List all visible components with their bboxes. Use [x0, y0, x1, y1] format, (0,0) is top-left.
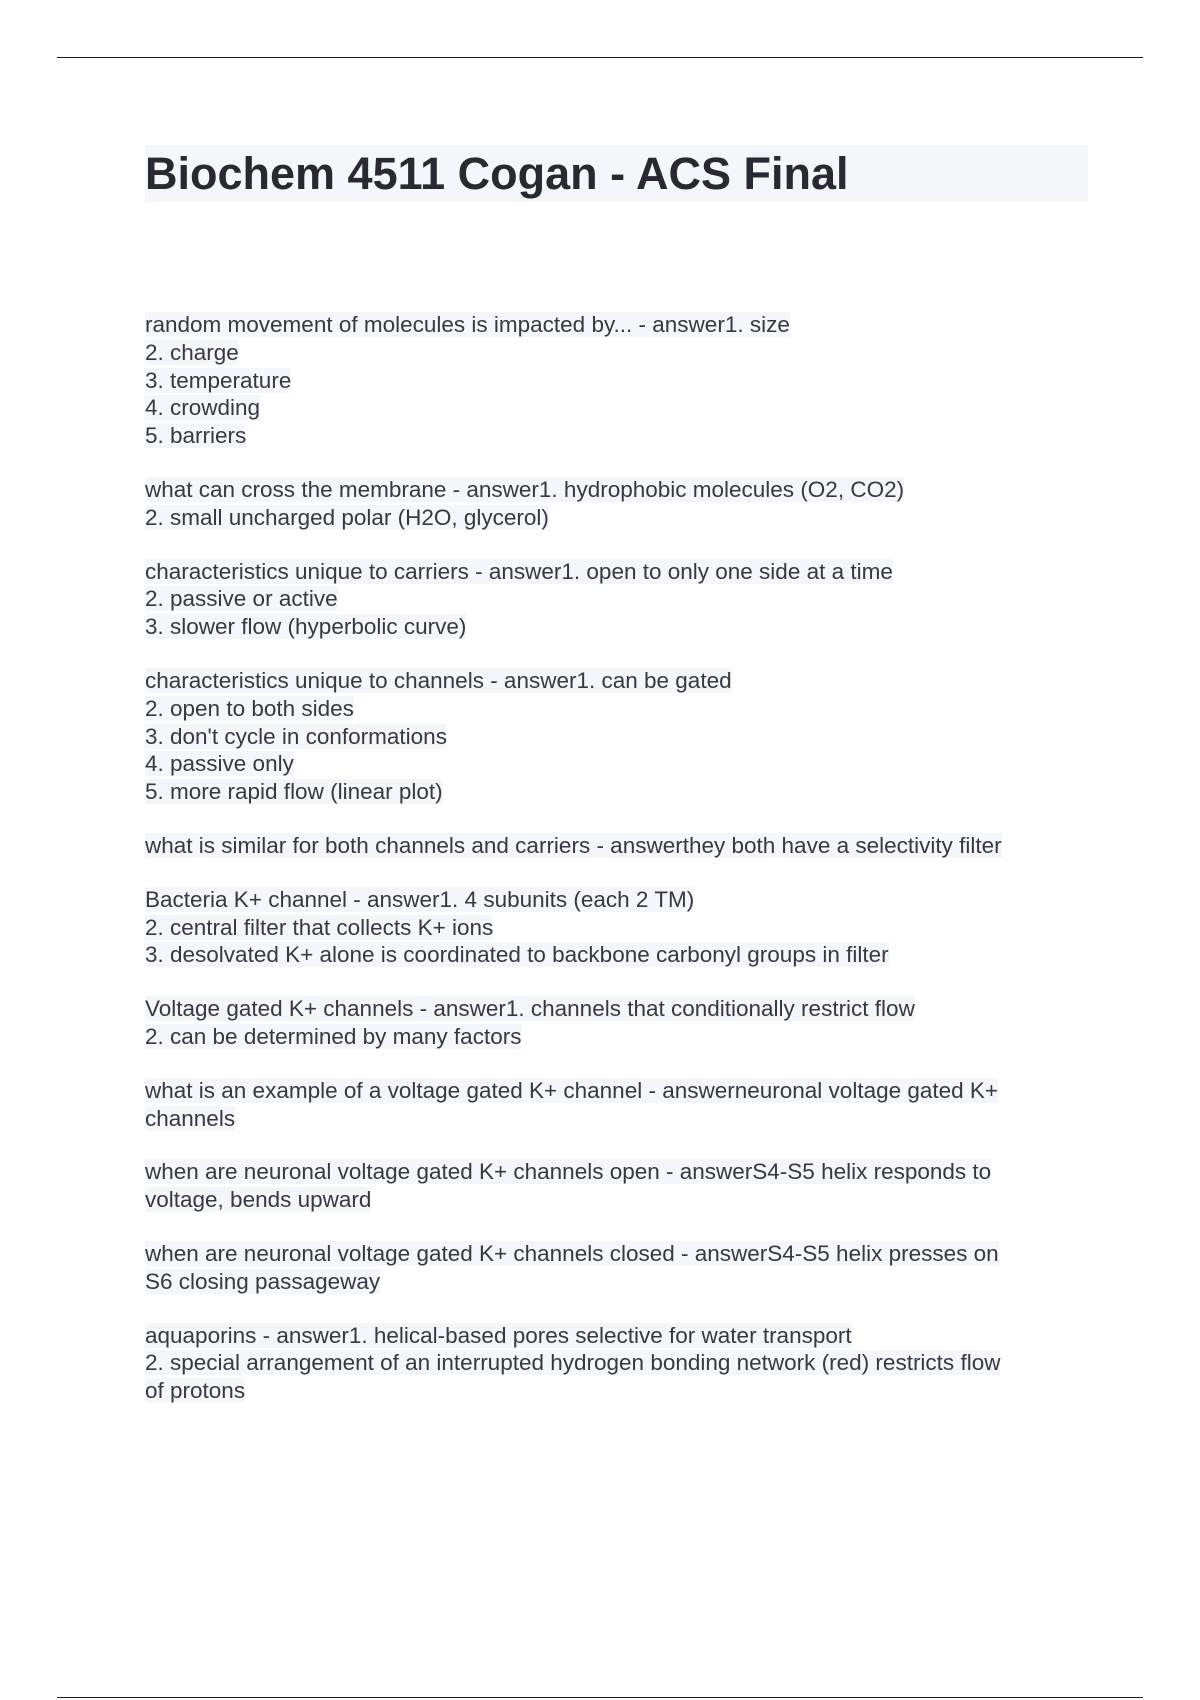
entry-text: what can cross the membrane - answer1. hydrophobic molecules (O2, CO2)	[145, 476, 905, 502]
entry-line	[145, 558, 1088, 586]
entry-line	[145, 914, 1088, 942]
qa-entry	[145, 311, 1088, 450]
qa-entry	[145, 476, 1088, 532]
entry-line	[145, 750, 1088, 778]
entry-text: S6 closing passageway	[145, 1268, 381, 1294]
entry-line	[145, 886, 1088, 914]
entry-text: 5. barriers	[145, 423, 247, 449]
entry-line	[145, 1186, 1088, 1214]
entry-text: 2. special arrangement of an interrupted hydrogen bonding network (red) restricts flow	[145, 1350, 1001, 1376]
entry-text: 2. small uncharged polar (H2O, glycerol)	[145, 504, 549, 530]
entry-line	[145, 1349, 1088, 1377]
entry-text: 2. central filter that collects K+ ions	[145, 914, 494, 940]
entry-line	[145, 995, 1088, 1023]
entry-line	[145, 394, 1088, 422]
entry-line	[145, 1158, 1088, 1186]
entry-text: Voltage gated K+ channels - answer1. channels that conditionally restrict flow	[145, 996, 915, 1022]
entry-line	[145, 723, 1088, 751]
qa-entry	[145, 995, 1088, 1051]
entry-text: 4. passive only	[145, 751, 294, 777]
entry-line	[145, 504, 1088, 532]
entry-line	[145, 422, 1088, 450]
entry-text: 3. desolvated K+ alone is coordinated to backbone carbonyl groups in filter	[145, 942, 889, 968]
qa-entry	[145, 1322, 1088, 1405]
entry-line	[145, 1023, 1088, 1051]
title-block	[145, 145, 1088, 202]
entry-line	[145, 1322, 1088, 1350]
page-title: Biochem 4511 Cogan - ACS Final	[145, 148, 849, 199]
entry-line	[145, 339, 1088, 367]
entry-line	[145, 311, 1088, 339]
entry-text: 5. more rapid flow (linear plot)	[145, 779, 443, 805]
top-rule	[57, 57, 1143, 58]
bottom-rule	[57, 1697, 1143, 1698]
entry-text: 3. slower flow (hyperbolic curve)	[145, 614, 467, 640]
flashcard-list	[145, 311, 1088, 1431]
entry-text: 4. crowding	[145, 395, 261, 421]
entry-text: 2. charge	[145, 339, 239, 365]
qa-entry	[145, 558, 1088, 641]
entry-text: what is an example of a voltage gated K+ channel - answerneuronal voltage gated K+	[145, 1077, 999, 1103]
entry-text: 2. passive or active	[145, 586, 338, 612]
entry-line	[145, 1268, 1088, 1296]
qa-entry	[145, 667, 1088, 806]
entry-text: characteristics unique to channels - answer1. can be gated	[145, 667, 732, 693]
qa-entry	[145, 886, 1088, 969]
entry-text: 2. open to both sides	[145, 695, 354, 721]
entry-line	[145, 667, 1088, 695]
entry-line	[145, 1377, 1088, 1405]
qa-entry	[145, 832, 1088, 860]
entry-line	[145, 1105, 1088, 1133]
qa-entry	[145, 1240, 1088, 1296]
entry-line	[145, 1240, 1088, 1268]
entry-text: Bacteria K+ channel - answer1. 4 subunits (each 2 TM)	[145, 886, 695, 912]
entry-text: when are neuronal voltage gated K+ channels closed - answerS4-S5 helix presses on	[145, 1240, 999, 1266]
entry-text: characteristics unique to carriers - answer1. open to only one side at a time	[145, 558, 893, 584]
entry-text: random movement of molecules is impacted by... - answer1. size	[145, 312, 790, 337]
qa-entry	[145, 1077, 1088, 1133]
entry-line	[145, 695, 1088, 723]
entry-text: voltage, bends upward	[145, 1187, 372, 1213]
entry-text: 3. don't cycle in conformations	[145, 723, 447, 749]
entry-line	[145, 367, 1088, 395]
entry-text: when are neuronal voltage gated K+ channels open - answerS4-S5 helix responds to	[145, 1159, 992, 1185]
entry-text: what is similar for both channels and carriers - answerthey both have a selectivity filter	[145, 832, 1002, 858]
entry-text: 2. can be determined by many factors	[145, 1023, 522, 1049]
entry-text: channels	[145, 1105, 236, 1131]
entry-line	[145, 476, 1088, 504]
entry-line	[145, 941, 1088, 969]
entry-line	[145, 778, 1088, 806]
entry-line	[145, 832, 1088, 860]
entry-text: 3. temperature	[145, 367, 292, 393]
entry-line	[145, 585, 1088, 613]
entry-line	[145, 1077, 1088, 1105]
qa-entry	[145, 1158, 1088, 1214]
entry-line	[145, 613, 1088, 641]
entry-text: aquaporins - answer1. helical-based pores selective for water transport	[145, 1322, 852, 1348]
entry-text: of protons	[145, 1378, 246, 1404]
